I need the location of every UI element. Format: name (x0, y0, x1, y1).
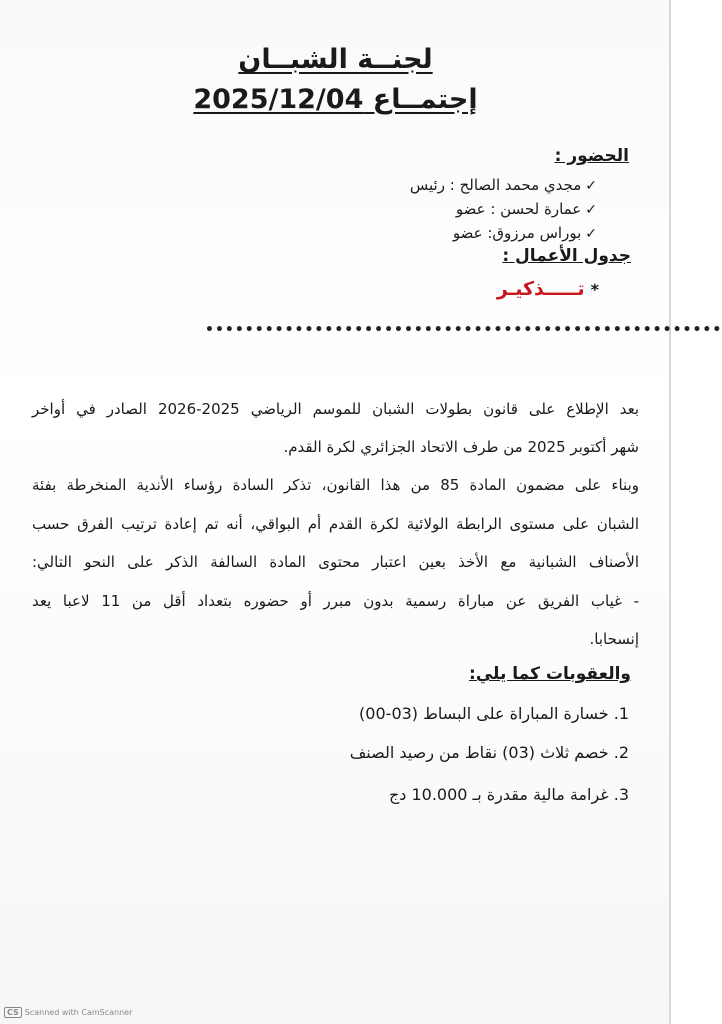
body-line: الشبان على مستوى الرابطة الولائية لكرة القدم أم البواقي، أنه تم إعادة ترتيب الفرق حسب (32, 515, 639, 533)
attendee-2 (456, 200, 597, 218)
sanction-item: 1. خسارة المباراة على البساط (03-00) (359, 704, 629, 723)
scanner-watermark (4, 1007, 132, 1018)
meeting-date-title: إجتمــاع 2025/12/04 (193, 84, 478, 115)
attendee-name: مجدي محمد الصالح : رئيس (409, 176, 582, 194)
attendee-1 (410, 176, 597, 194)
bullet-icon: * (590, 280, 599, 299)
attendee-name: بوراس مرزوق: عضو (452, 224, 582, 242)
body-line: بعد الإطلاع على قانون بطولات الشبان للموسم الرياضي 2025-2026 الصادر في أواخر (32, 400, 640, 418)
dotted-separator: •••••••••••••••••••••••••••••••••••••••••••••••••••• (205, 322, 722, 338)
camscanner-logo-icon: CS (4, 1007, 22, 1018)
agenda-label: جدول الأعمال : (502, 246, 631, 266)
attendee-3 (453, 224, 597, 242)
sanction-item: 2. خصم ثلاث (03) نقاط من رصيد الصنف (349, 743, 629, 762)
sanctions-label: والعقوبات كما يلي: (469, 664, 631, 684)
attendance-label: الحضور : (554, 146, 629, 166)
check-mark-icon: ✓ (585, 178, 597, 194)
body-line: الأصناف الشبانية مع الأخذ بعين اعتبار محتوى المادة السالفة الذكر على النحو التالي: (32, 553, 639, 571)
agenda-item-text: تـــــذكيـر (496, 278, 585, 300)
body-line: - غياب الفريق عن مباراة رسمية بدون مبرر أو حضوره بتعداد أقل من 11 لاعبا يعد (32, 592, 639, 610)
attendee-name: عمارة لحسن : عضو (455, 200, 582, 218)
agenda-item (497, 278, 599, 300)
committee-title: لجنــة الشبــان (238, 44, 433, 75)
sanction-item: 3. غرامة مالية مقدرة بـ 10.000 دج (388, 785, 629, 804)
check-mark-icon: ✓ (585, 226, 597, 242)
scanner-text: Scanned with CamScanner (24, 1008, 133, 1017)
check-mark-icon: ✓ (585, 202, 597, 218)
body-line: شهر أكتوبر 2025 من طرف الاتحاد الجزائري لكرة القدم. (283, 438, 639, 456)
body-line: وبناء على مضمون المادة 85 من هذا القانون، تذكر السادة رؤساء الأندية المنخرطة بفئة (32, 476, 639, 494)
body-line: إنسحابا. (589, 630, 639, 648)
